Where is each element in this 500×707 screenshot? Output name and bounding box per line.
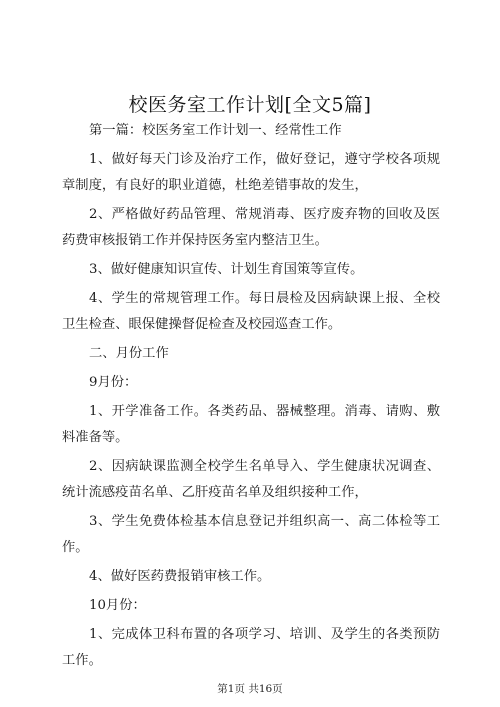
paragraph: 1、做好每天门诊及治疗工作，做好登记，遵守学校各项规章制度，有良好的职业道德，杜绝差错事故的发生， [62, 152, 440, 193]
section-heading: 二、月份工作 [89, 346, 169, 361]
page-number-footer: 第1页 共16页 [217, 683, 283, 695]
paragraph: 1、开学准备工作。各类药品、器械整理。消毒、请购、敷料准备等。 [62, 404, 440, 445]
paragraph: 2、严格做好药品管理、常规消毒、医疗废弃物的回收及医药费审核报销工作并保持医务室内整洁卫生。 [62, 207, 440, 248]
paragraph: 4、做好医药费报销审核工作。 [89, 569, 271, 584]
document-body [62, 118, 440, 674]
paragraph: 2、因病缺课监测全校学生名单导入、学生健康状况调查、统计流感疫苗名单、乙肝疫苗名单及组织接种工作， [62, 459, 440, 500]
paragraph: 1、完成体卫科布置的各项学习、培训、及学生的各类预防工作。 [62, 627, 440, 668]
paragraph: 3、做好健康知识宣传、计划生育国策等宣传。 [89, 262, 364, 277]
month-heading: 9月份： [89, 375, 138, 390]
month-heading: 10月份： [89, 598, 146, 613]
paragraph: 4、学生的常规管理工作。每日晨检及因病缺课上报、全校卫生检查、眼保健操督促检查及校园巡查工作。 [62, 291, 440, 332]
section-heading: 第一篇：校医务室工作计划一、经常性工作 [89, 123, 342, 138]
paragraph: 3、学生免费体检基本信息登记并组织高一、高二体检等工作。 [62, 514, 440, 555]
document-title: 校医务室工作计划[全文5篇] [128, 94, 372, 116]
